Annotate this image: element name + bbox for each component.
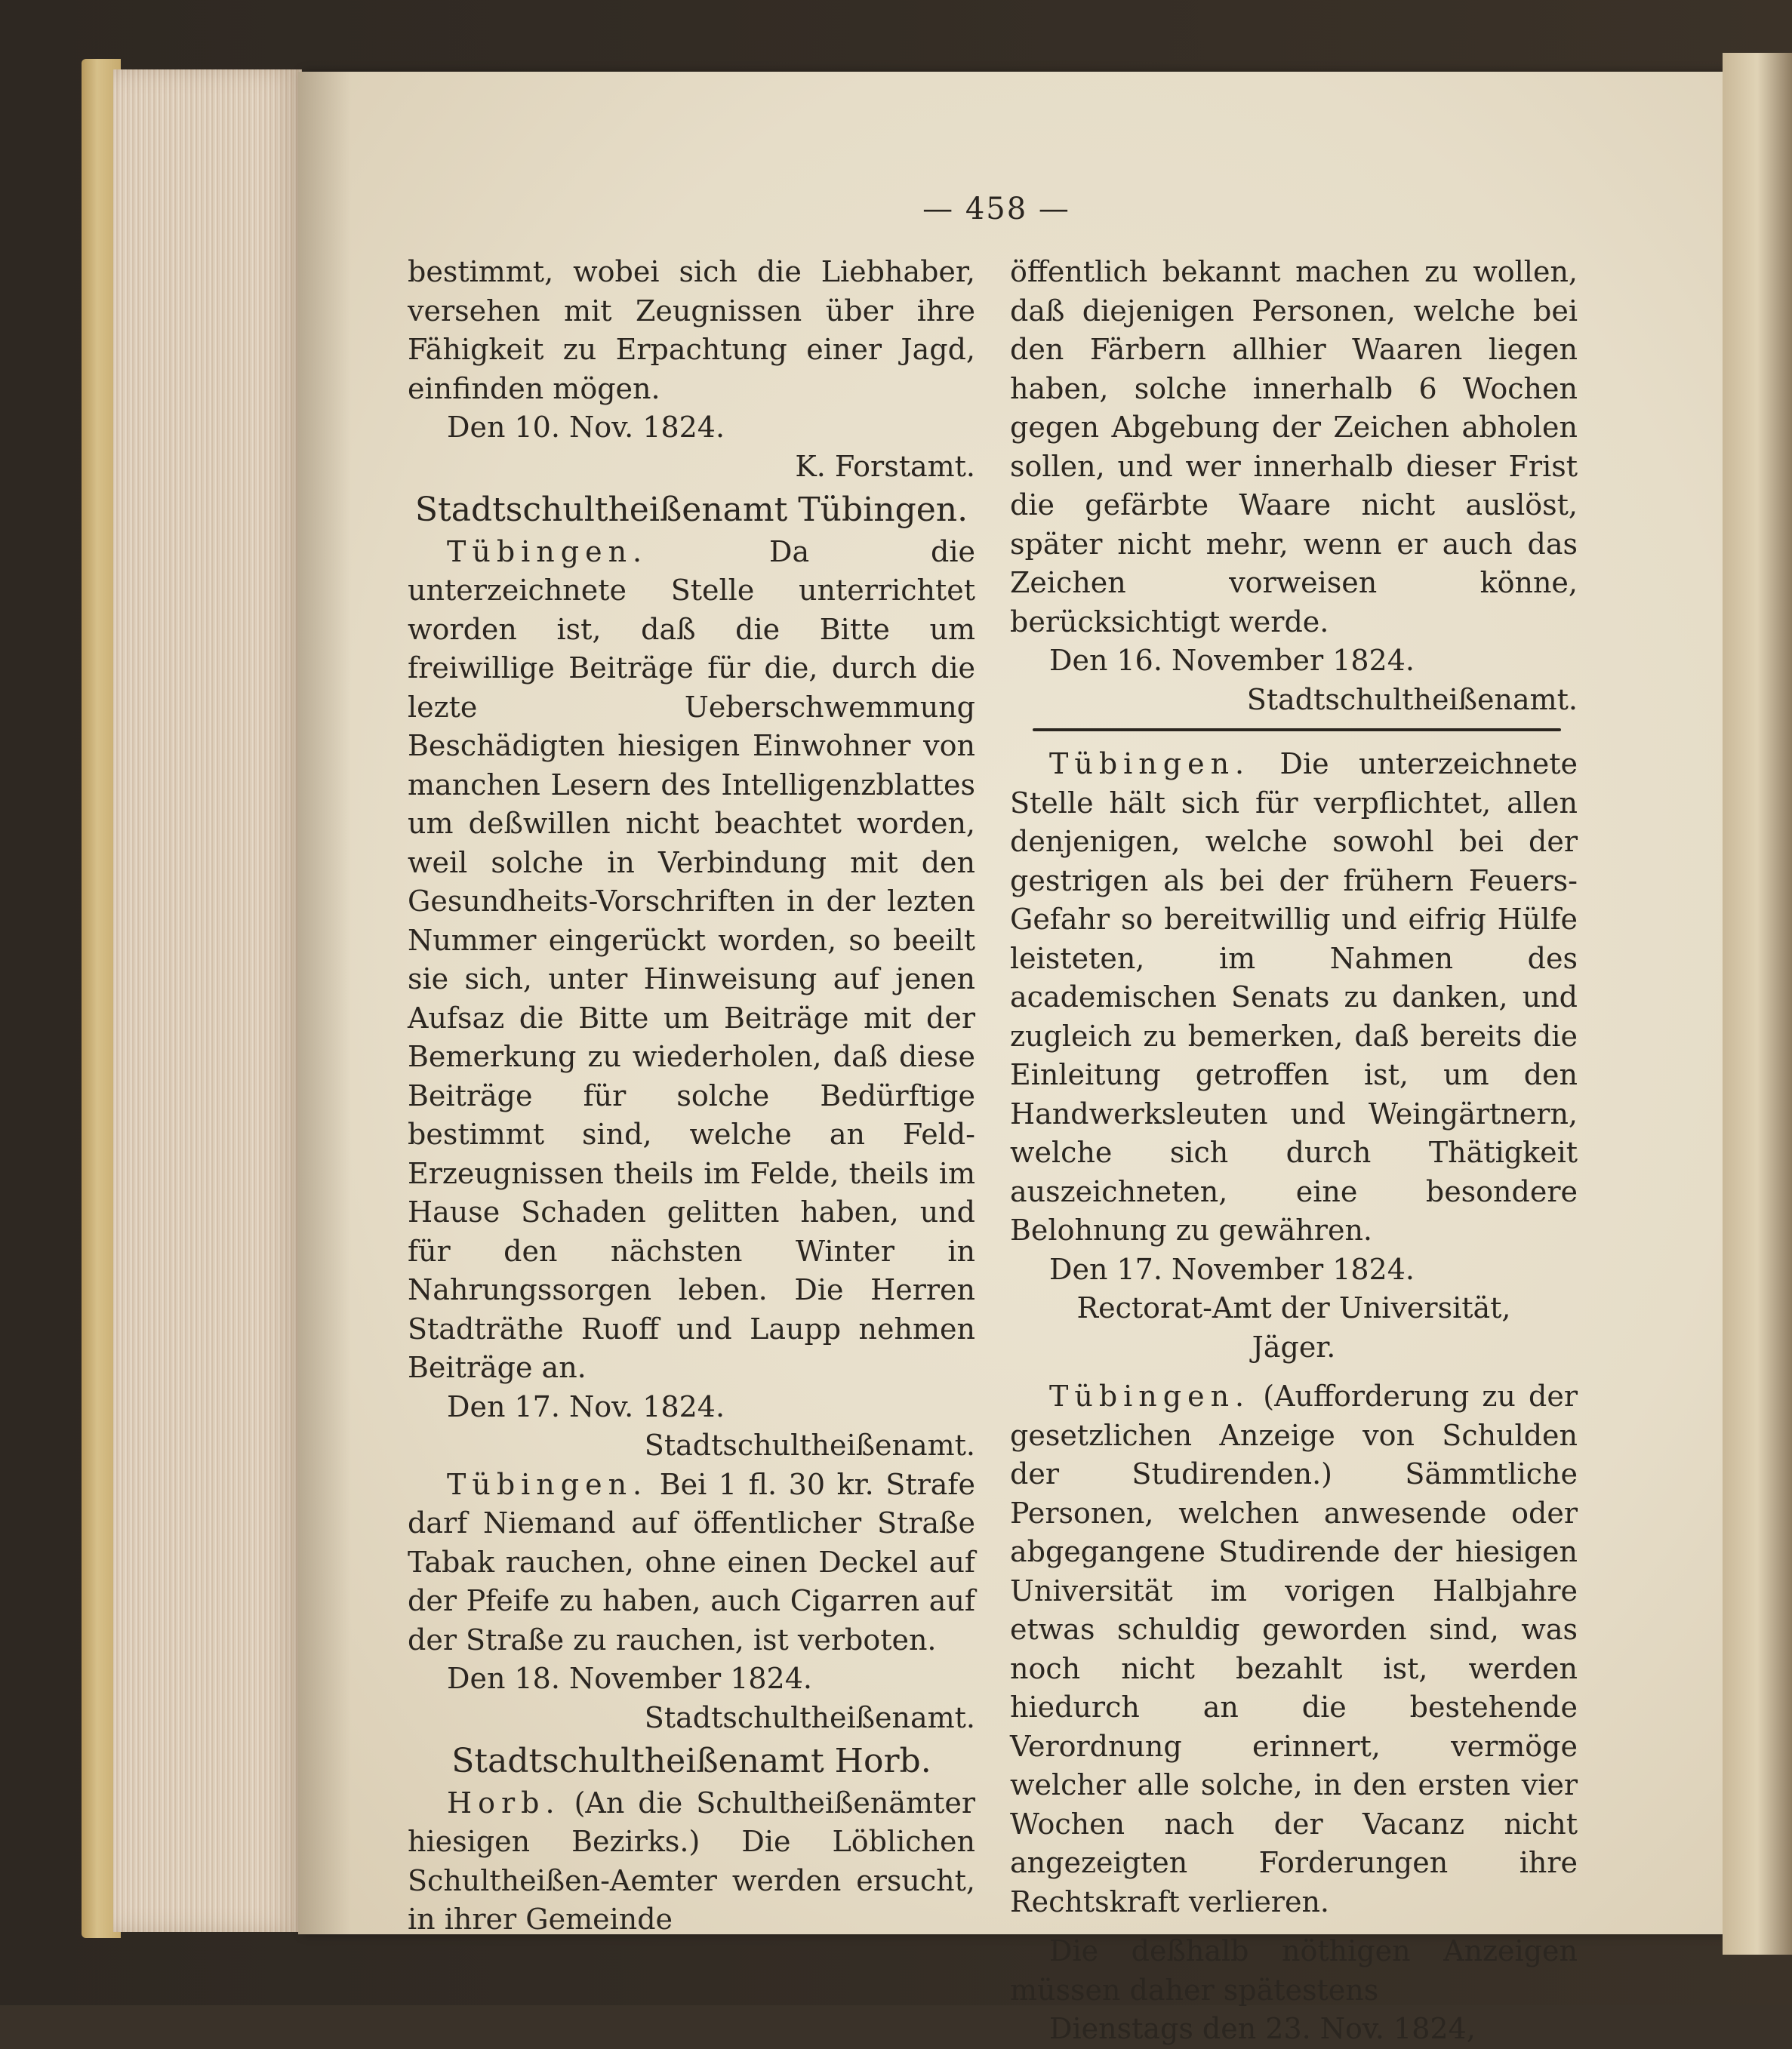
paragraph-text: (An die Schultheißenämter hiesigen Bezirks.) Die Löblichen Schultheißen-Aemter werden ersucht, in ihrer Gemeinde xyxy=(408,1786,975,1936)
paragraph: öffentlich bekannt machen zu wollen, daß diejenigen Personen, welche bei den Färbern allhier Waaren liegen haben, solche innerhalb 6 Wochen gegen Abgebung der Zeichen abholen sollen, und wer innerhalb dieser Frist die gefärbte Waare nicht auslöst, später nicht mehr, wenn er auch das Zeichen vorweisen könne, berücksichtigt werde. xyxy=(1010,255,1578,638)
paragraph-text: Bei 1 fl. 30 kr. Strafe darf Niemand auf öffentlicher Straße Tabak rauchen, ohne einen Deckel auf der Pfeife zu haben, auch Cigarren auf der Straße zu rauchen, ist verboten. xyxy=(408,1467,975,1657)
section-heading: Stadtschultheißenamt Horb. xyxy=(451,1742,931,1780)
paragraph: bestimmt, wobei sich die Liebhaber, versehen mit Zeugnissen über ihre Fähigkeit zu Erpachtung einer Jagd, einfinden mögen. xyxy=(408,255,975,405)
place-name: Tübingen. xyxy=(1049,1380,1251,1413)
facing-page-edge xyxy=(1723,53,1792,1955)
place-name: Horb. xyxy=(447,1786,561,1820)
spacer xyxy=(1010,1367,1578,1377)
page-stack-edge xyxy=(113,69,302,1932)
gutter-shadow xyxy=(298,72,351,1934)
section-heading: Stadtschultheißenamt Tübingen. xyxy=(414,491,968,529)
place-name: Tübingen. xyxy=(447,534,648,568)
right-column xyxy=(1010,253,1578,2049)
date-line: Den 16. November 1824. xyxy=(1049,644,1415,677)
place-name: Tübingen. xyxy=(447,1467,648,1501)
place-name: Tübingen. xyxy=(1049,747,1251,780)
paragraph xyxy=(408,1466,975,1660)
paragraph xyxy=(408,1784,975,1940)
paragraph-text: Die unterzeichnete Stelle hält sich für verpflichtet, allen denjenigen, welche sowohl bei der gestrigen als bei der frühern Feuers-Gefahr so bereitwillig und eifrig Hülfe leisteten, im Nahmen des academischen Senats zu danken, und zugleich zu bemerken, daß bereits die Einleitung getroffen ist, um den Handwerksleuten und Weingärtnern, welche sich durch Thätigkeit auszeichneten, eine besondere Belohnung zu gewähren. xyxy=(1010,747,1578,1247)
section-divider xyxy=(1033,728,1561,731)
paragraph-text: (Aufforderung zu der gesetzlichen Anzeige von Schulden der Studirenden.) Sämmtliche Personen, welchen anwesende oder abgegangene Studirende der hiesigen Universität im vorigen Halbjahre etwas schuldig geworden sind, was noch nicht bezahlt ist, werden hiedurch an die bestehende Verordnung erinnert, vermöge welcher alle solche, in den ersten vier Wochen nach der Vacanz nicht angezeigten Forderungen ihre Rechtskraft verlieren. xyxy=(1010,1380,1578,1918)
paragraph: Die deßhalb nöthigen Anzeigen müssen daher spätestens xyxy=(1010,1934,1578,2007)
signature-name: Jäger. xyxy=(1252,1330,1336,1364)
date-line: Den 17. Nov. 1824. xyxy=(447,1389,725,1423)
signature: Stadtschultheißenamt. xyxy=(1246,682,1578,716)
page-number: — 458 — xyxy=(922,192,1070,226)
paragraph xyxy=(1010,745,1578,1251)
date-line: Den 10. Nov. 1824. xyxy=(447,411,725,444)
signature: Rectorat-Amt der Universität, xyxy=(1076,1291,1511,1324)
signature: K. Forstamt. xyxy=(795,449,975,483)
paragraph-text: Da die unterzeichnete Stelle unterrichtet worden ist, daß die Bitte um freiwillige Beiträge für die, durch die lezte Ueberschwemmung Beschädigten hiesigen Einwohner von manchen Lesern des Intelligenzblattes um deßwillen nicht beachtet worden, weil solche in Verbindung mit den Gesundheits-Vorschriften in der lezten Nummer eingerückt worden, so beeilt sie sich, unter Hinweisung auf jenen Aufsaz die Bitte um Beiträge mit der Bemerkung zu wiederholen, daß diese Beiträge für solche Bedürftige bestimmt sind, welche an Feld-Erzeugnissen theils im Felde, theils im Hause Schaden gelitten haben, und für den nächsten Winter in Nahrungssorgen leben. Die Herren Stadträthe Ruoff und Laupp nehmen Beiträge an. xyxy=(408,534,975,1384)
paragraph xyxy=(408,533,975,1388)
signature: Stadtschultheißenamt. xyxy=(644,1429,975,1462)
date-line: Den 17. November 1824. xyxy=(1049,1252,1415,1286)
date-line: Dienstags den 23. Nov. 1824, xyxy=(1049,2012,1476,2045)
date-line: Den 18. November 1824. xyxy=(447,1662,812,1695)
signature: Stadtschultheißenamt. xyxy=(644,1700,975,1734)
left-column xyxy=(408,253,975,1940)
paragraph xyxy=(1010,1377,1578,1921)
spacer xyxy=(1010,1921,1578,1932)
